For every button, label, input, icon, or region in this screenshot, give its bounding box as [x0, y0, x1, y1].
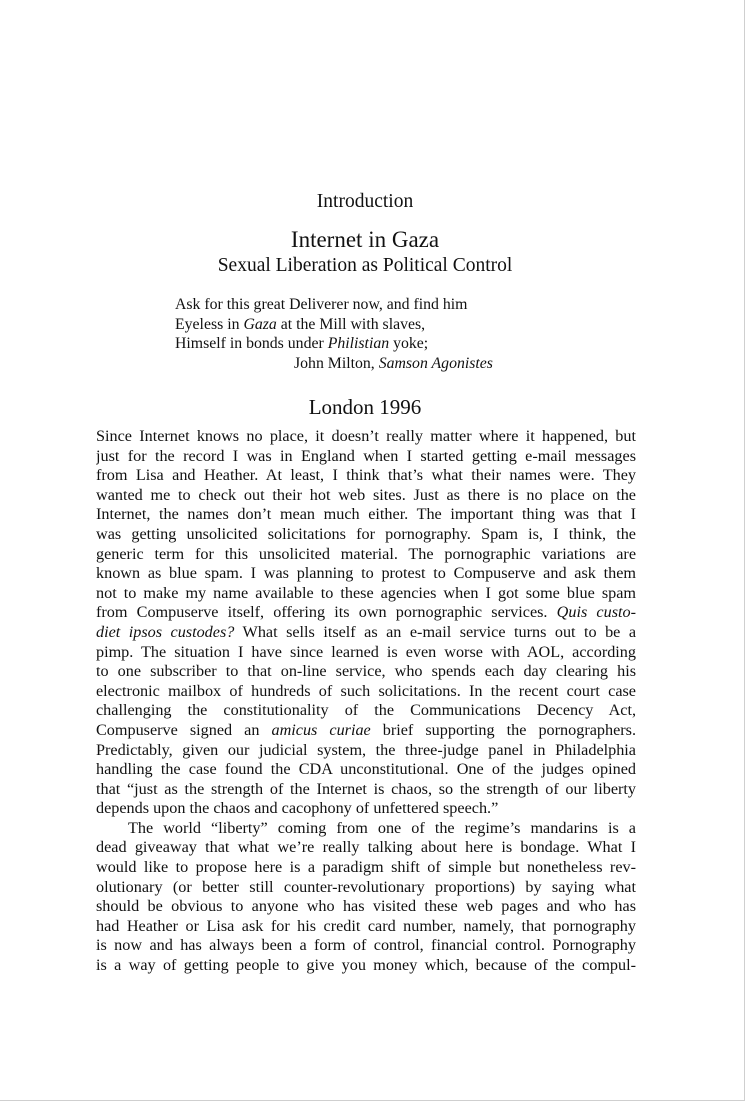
- text-line: known as blue spam. I was planning to protest to Compuserve and ask them: [96, 564, 636, 583]
- text-run: brief supporting the pornographers.: [370, 720, 636, 739]
- section-heading: London 1996: [308, 395, 422, 419]
- text-line: [96, 721, 636, 741]
- text-run: from Compuserve itself, offering its own pornographic services.: [96, 603, 557, 622]
- epigraph-attribution: [175, 354, 493, 374]
- text-run: Compuserve signed an: [96, 720, 272, 739]
- text-line: olutionary (or better still counter-revolutionary proportions) by saying what: [96, 877, 636, 896]
- text-run: What sells itself as an e-mail service turns out to be a: [234, 622, 636, 641]
- epigraph-text: yoke;: [389, 335, 429, 352]
- text-line: electronic mailbox of hundreds of such solicitations. In the recent court case: [96, 681, 636, 700]
- text-line: Predictably, given our judicial system, the three-judge panel in Philadelphia: [96, 740, 636, 759]
- body-text: [96, 427, 636, 976]
- text-line: that “just as the strength of the Internet is chaos, so the strength of our liberty: [96, 779, 636, 798]
- latin-phrase: diet ipsos custodes?: [96, 622, 235, 641]
- epigraph-italic: Gaza: [243, 315, 277, 333]
- epigraph-author: John Milton,: [294, 354, 379, 372]
- text-line: just for the record I was in England when I started getting e-mail messages: [96, 446, 636, 465]
- epigraph-text: Himself in bonds under: [175, 335, 328, 352]
- text-line: would like to propose here is a paradigm shift of simple but nonetheless rev-: [96, 858, 636, 877]
- epigraph-italic: Philistian: [327, 335, 390, 352]
- text-line: Internet, the names don’t mean much either. The important thing was that I: [96, 505, 636, 524]
- text-line: wanted me to check out their hot web sites. Just as there is no place on the: [96, 485, 636, 504]
- text-line: generic term for this unsolicited material. The pornographic variations are: [96, 544, 636, 563]
- text-line: was getting unsolicited solicitations for pornography. Spam is, I think, the: [96, 524, 636, 543]
- epigraph-text: at the Mill with slaves,: [276, 315, 426, 333]
- epigraph: [175, 295, 493, 373]
- text-line: not to make my name available to these agencies when I got some blue spam: [96, 583, 636, 602]
- section-label: Introduction: [316, 191, 414, 212]
- chapter-subtitle: Sexual Liberation as Political Control: [217, 255, 513, 276]
- text-line: is now and has always been a form of control, financial control. Pornography: [96, 936, 636, 955]
- text-line: depends upon the chaos and cacophony of unfettered speech.”: [96, 799, 499, 818]
- epigraph-work: Samson Agonistes: [378, 354, 493, 372]
- text-line: Since Internet knows no place, it doesn’t really matter where it happened, but: [96, 427, 636, 445]
- text-line: dead giveaway that what we’re really talking about here is bondage. What I: [96, 838, 636, 857]
- epigraph-line: [175, 315, 493, 335]
- text-line: [96, 603, 636, 623]
- chapter-title: Internet in Gaza: [290, 227, 440, 252]
- text-line: is a way of getting people to give you money which, because of the compul-: [96, 956, 636, 975]
- text-line: should be obvious to anyone who has visited these web pages and who has: [96, 897, 636, 916]
- latin-phrase: amicus curiae: [271, 720, 371, 739]
- latin-phrase: Quis custo-: [556, 603, 636, 622]
- epigraph-line: Ask for this great Deliverer now, and find him: [175, 296, 468, 313]
- text-line: had Heather or Lisa ask for his credit card number, namely, that pornography: [96, 916, 636, 935]
- epigraph-text: Eyeless in: [175, 315, 244, 333]
- text-line: to one subscriber to that on-line service, who spends each day clearing his: [96, 662, 636, 681]
- text-line: [96, 623, 636, 643]
- text-line: pimp. The situation I have since learned is even worse with AOL, according: [96, 642, 636, 661]
- text-line: from Lisa and Heather. At least, I think that’s what their names were. They: [96, 466, 636, 485]
- text-line: handling the case found the CDA unconstitutional. One of the judges opined: [96, 760, 636, 779]
- epigraph-line: [175, 334, 493, 354]
- text-line: challenging the constitutionality of the Communications Decency Act,: [96, 701, 636, 720]
- paragraph-first-line: The world “liberty” coming from one of the regime’s mandarins is a: [128, 818, 636, 837]
